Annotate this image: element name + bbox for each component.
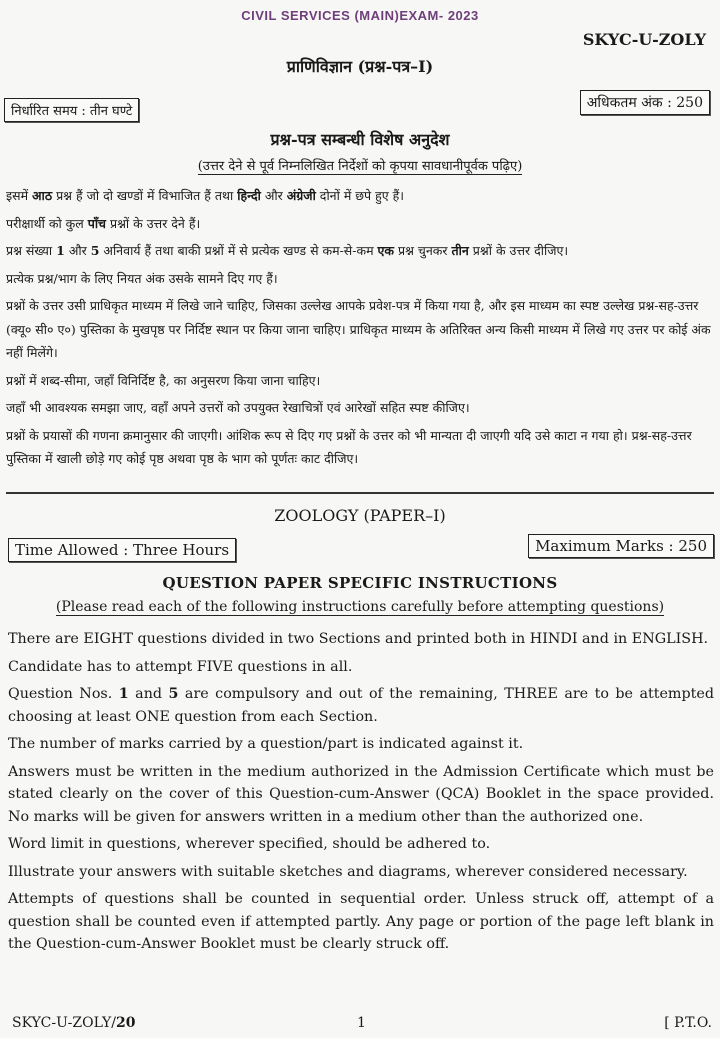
footer-code-number: 20 bbox=[115, 1015, 136, 1031]
english-instruction-3 bbox=[8, 683, 714, 728]
text: are compulsory and out of the remaining, THREE are to be attempted choosing at least ONE question from each Section. bbox=[8, 686, 715, 725]
text-bold: पाँच bbox=[87, 215, 106, 231]
hindi-instruction-7: जहाँ भी आवश्यक समझा जाए, वहाँ अपने उत्तरों को उपयुक्त रेखाचित्रों एवं आरेखों सहित स्पष्ट कीजिए। bbox=[6, 400, 470, 415]
text: Question Nos. bbox=[8, 686, 119, 702]
text: अनिवार्य हैं तथा बाकी प्रश्नों में से प्रत्येक खण्ड से कम-से-कम bbox=[99, 243, 378, 258]
text-bold: आठ bbox=[32, 188, 53, 203]
text: और bbox=[260, 188, 287, 203]
english-time-allowed-box: Time Allowed : Three Hours bbox=[8, 538, 236, 562]
text: प्रश्नों के उत्तर देने हैं। bbox=[106, 215, 201, 231]
text: और bbox=[64, 243, 91, 258]
hindi-instruction-6: प्रश्नों में शब्द-सीमा, जहाँ विनिर्दिष्ट है, का अनुसरण किया जाना चाहिए। bbox=[6, 372, 321, 388]
text: प्रश्न संख्या bbox=[6, 243, 57, 258]
hindi-instruction-1 bbox=[6, 184, 712, 208]
english-instructions-list bbox=[8, 628, 714, 961]
hindi-instruction-3 bbox=[6, 239, 712, 263]
english-instruction-1: There are EIGHT questions divided in two Sections and printed both in HINDI and in ENGLISH. bbox=[8, 631, 709, 647]
hindi-instructions-subheading-text: (उत्तर देने से पूर्व निम्नलिखित निर्देशों को कृपया सावधानीपूर्वक पढ़िए) bbox=[197, 159, 523, 174]
text: and bbox=[128, 686, 169, 702]
english-instructions-subheading-text: (Please read each of the following instructions carefully before attempting questions) bbox=[55, 599, 665, 615]
text-bold: तीन bbox=[451, 243, 469, 258]
text-bold: एक bbox=[377, 243, 395, 258]
text-bold: 1 bbox=[118, 686, 129, 702]
english-subject-title: ZOOLOGY (PAPER–I) bbox=[274, 506, 446, 525]
english-instruction-6: Word limit in questions, wherever specified, should be adhered to. bbox=[8, 836, 491, 852]
footer-paper-code bbox=[12, 1015, 135, 1031]
english-instruction-7: Illustrate your answers with suitable sketches and diagrams, wherever considered necessary. bbox=[8, 863, 688, 880]
paper-code: SKYC-U-ZOLY bbox=[582, 30, 706, 49]
text: प्रश्नों के उत्तर दीजिए। bbox=[468, 243, 569, 258]
english-max-marks-box: Maximum Marks : 250 bbox=[528, 534, 714, 558]
english-instructions-heading: QUESTION PAPER SPECIFIC INSTRUCTIONS bbox=[162, 574, 558, 592]
footer-code-text: SKYC-U-ZOLY/ bbox=[12, 1015, 116, 1031]
text: इसमें bbox=[6, 188, 33, 203]
english-instruction-4: The number of marks carried by a question/part is indicated against it. bbox=[8, 736, 524, 752]
hindi-max-marks-box: अधिकतम अंक : 250 bbox=[580, 90, 710, 115]
text-bold: अंग्रेजी bbox=[286, 188, 316, 203]
text: परीक्षार्थी को कुल bbox=[6, 215, 88, 231]
section-divider bbox=[6, 492, 714, 494]
text-bold: 1 bbox=[56, 243, 65, 258]
text: दोनों में छपे हुए हैं। bbox=[315, 188, 405, 203]
hindi-instructions-list bbox=[6, 184, 712, 475]
text: प्रश्न चुनकर bbox=[394, 243, 452, 258]
hindi-instructions-heading: प्रश्न-पत्र सम्बन्धी विशेष अनुदेश bbox=[270, 130, 450, 149]
page-number: 1 bbox=[357, 1015, 366, 1031]
english-instruction-5: Answers must be written in the medium authorized in the Admission Certificate which must be stated clearly on the cover of this Question-cum-Answer (QCA) Booklet in the space provided. No marks will be given for answers written in a medium other than the authorized one. bbox=[8, 763, 714, 825]
english-instructions-subheading bbox=[0, 599, 720, 615]
text-bold: 5 bbox=[90, 243, 100, 258]
hindi-instructions-subheading bbox=[0, 156, 720, 174]
english-instruction-8: Attempts of questions shall be counted in sequential order. Unless struck off, attempt of a question shall be counted even if attempted partly. Any page or portion of the page left blank in the Question-cum-Answer Booklet must be clearly struck off. bbox=[8, 891, 714, 952]
english-instruction-2: Candidate has to attempt FIVE questions in all. bbox=[8, 658, 353, 675]
text-bold: हिन्दी bbox=[237, 188, 261, 203]
pto-label: [ P.T.O. bbox=[664, 1015, 712, 1031]
hindi-instruction-5: प्रश्नों के उत्तर उसी प्राधिकृत माध्यम में लिखे जाने चाहिए, जिसका उल्लेख आपके प्रवेश-पत्र में किया गया है, और इस माध्यम का स्पष्ट उल्लेख प्रश्न-सह-उत्तर (क्यू० सी० ए०) पुस्तिका के मुखपृष्ठ पर निर्दिष्ट स्थान पर किया जाना चाहिए। प्राधिकृत माध्यम के अतिरिक्त अन्य किसी माध्यम में लिखे गए उत्तर पर कोई अंक नहीं मिलेंगे। bbox=[6, 298, 711, 360]
hindi-instruction-2 bbox=[6, 212, 712, 236]
hindi-subject-title: प्राणिविज्ञान (प्रश्न-पत्र–I) bbox=[286, 57, 434, 76]
text-bold: 5 bbox=[168, 686, 179, 702]
exam-header: CIVIL SERVICES (MAIN)EXAM- 2023 bbox=[241, 8, 479, 23]
hindi-instruction-8: प्रश्नों के प्रयासों की गणना क्रमानुसार की जाएगी। आंशिक रूप से दिए गए प्रश्नों के उत्तर को भी मान्यता दी जाएगी यदि उसे काटा न गया हो। प्रश्न-सह-उत्तर पुस्तिका में खाली छोड़े गए कोई पृष्ठ अथवा पृष्ठ के भाग को पूर्णतः काट दीजिए। bbox=[6, 427, 692, 466]
hindi-time-allowed-box: निर्धारित समय : तीन घण्टे bbox=[4, 98, 139, 122]
hindi-instruction-4: प्रत्येक प्रश्न/भाग के लिए नियत अंक उसके सामने दिए गए हैं। bbox=[6, 270, 278, 286]
text: प्रश्न हैं जो दो खण्डों में विभाजित हैं तथा bbox=[52, 188, 238, 203]
